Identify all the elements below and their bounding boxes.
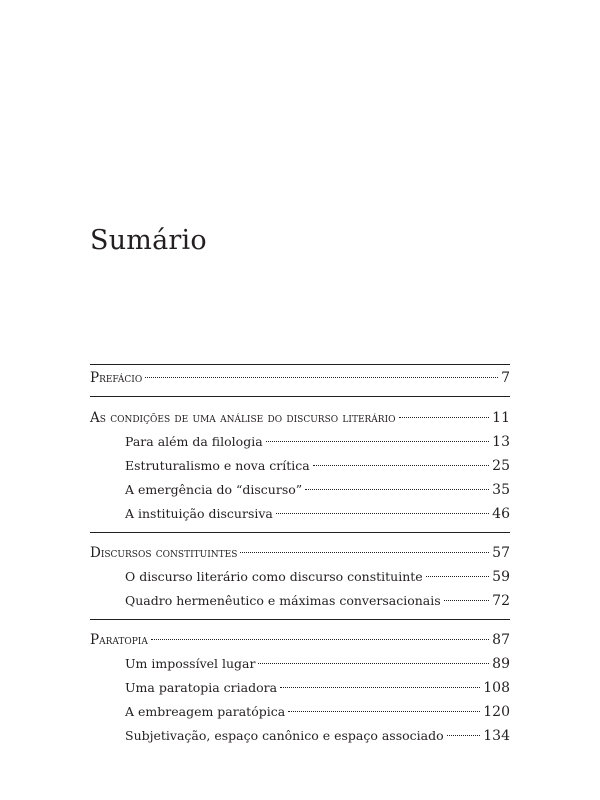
toc-page-number: 87 — [492, 632, 510, 648]
dot-leader — [426, 576, 489, 577]
table-of-contents — [90, 364, 510, 748]
toc-entry-title: Discursos constituintes — [90, 545, 238, 561]
toc-group-discursos — [90, 541, 510, 620]
toc-chapter-entry[interactable] — [90, 406, 510, 430]
toc-page-number: 35 — [492, 482, 510, 498]
toc-page-number: 89 — [492, 656, 510, 672]
toc-chapter-entry[interactable] — [90, 366, 510, 390]
divider — [90, 619, 510, 620]
toc-page-number: 25 — [492, 458, 510, 474]
toc-entry-title: O discurso literário como discurso constituinte — [125, 569, 423, 584]
divider — [90, 396, 510, 397]
toc-page-number: 57 — [492, 545, 510, 561]
toc-entry-title: Quadro hermenêutico e máximas conversacionais — [125, 593, 441, 608]
toc-entry-title: A embreagem paratópica — [125, 704, 286, 719]
toc-page-number: 134 — [483, 728, 510, 744]
toc-entry-title: As condições de uma análise do discurso literário — [90, 410, 396, 426]
toc-section-entry[interactable] — [90, 502, 510, 526]
dot-leader — [288, 711, 480, 712]
toc-entry-title: Um impossível lugar — [125, 656, 256, 671]
toc-entry-title: A emergência do “discurso” — [125, 482, 303, 497]
dot-leader — [151, 639, 489, 640]
dot-leader — [240, 552, 489, 553]
toc-entry-title: Estruturalismo e nova crítica — [125, 458, 310, 473]
toc-entry-title: A instituição discursiva — [125, 506, 273, 521]
dot-leader — [280, 687, 480, 688]
dot-leader — [447, 735, 481, 736]
toc-section-entry[interactable] — [90, 676, 510, 700]
dot-leader — [444, 600, 490, 601]
page-title: Sumário — [90, 225, 207, 256]
toc-entry-title: Uma paratopia criadora — [125, 680, 278, 695]
toc-page-number: 59 — [492, 569, 510, 585]
toc-group-prefacio — [90, 366, 510, 397]
toc-entry-title: Prefácio — [90, 370, 143, 386]
dot-leader — [258, 663, 489, 664]
toc-section-entry[interactable] — [90, 454, 510, 478]
toc-section-entry[interactable] — [90, 700, 510, 724]
toc-page-number: 108 — [483, 680, 510, 696]
toc-section-entry[interactable] — [90, 589, 510, 613]
toc-chapter-entry[interactable] — [90, 628, 510, 652]
toc-entry-title: Paratopia — [90, 632, 148, 648]
toc-group-condicoes — [90, 406, 510, 533]
toc-page-number: 120 — [483, 704, 510, 720]
toc-section-entry[interactable] — [90, 430, 510, 454]
toc-section-entry[interactable] — [90, 478, 510, 502]
dot-leader — [266, 441, 490, 442]
dot-leader — [145, 377, 498, 378]
toc-entry-title: Para além da filologia — [125, 434, 263, 449]
toc-page-number: 7 — [501, 370, 510, 386]
toc-page-number: 72 — [492, 593, 510, 609]
toc-page-number: 13 — [492, 434, 510, 450]
toc-page-number: 11 — [492, 410, 510, 426]
toc-page-number: 46 — [492, 506, 510, 522]
dot-leader — [399, 417, 490, 418]
dot-leader — [276, 513, 489, 514]
dot-leader — [313, 465, 489, 466]
divider — [90, 532, 510, 533]
toc-section-entry[interactable] — [90, 565, 510, 589]
toc-section-entry[interactable] — [90, 724, 510, 748]
dot-leader — [305, 489, 489, 490]
toc-section-entry[interactable] — [90, 652, 510, 676]
toc-chapter-entry[interactable] — [90, 541, 510, 565]
toc-group-paratopia — [90, 628, 510, 748]
toc-entry-title: Subjetivação, espaço canônico e espaço associado — [125, 728, 444, 743]
